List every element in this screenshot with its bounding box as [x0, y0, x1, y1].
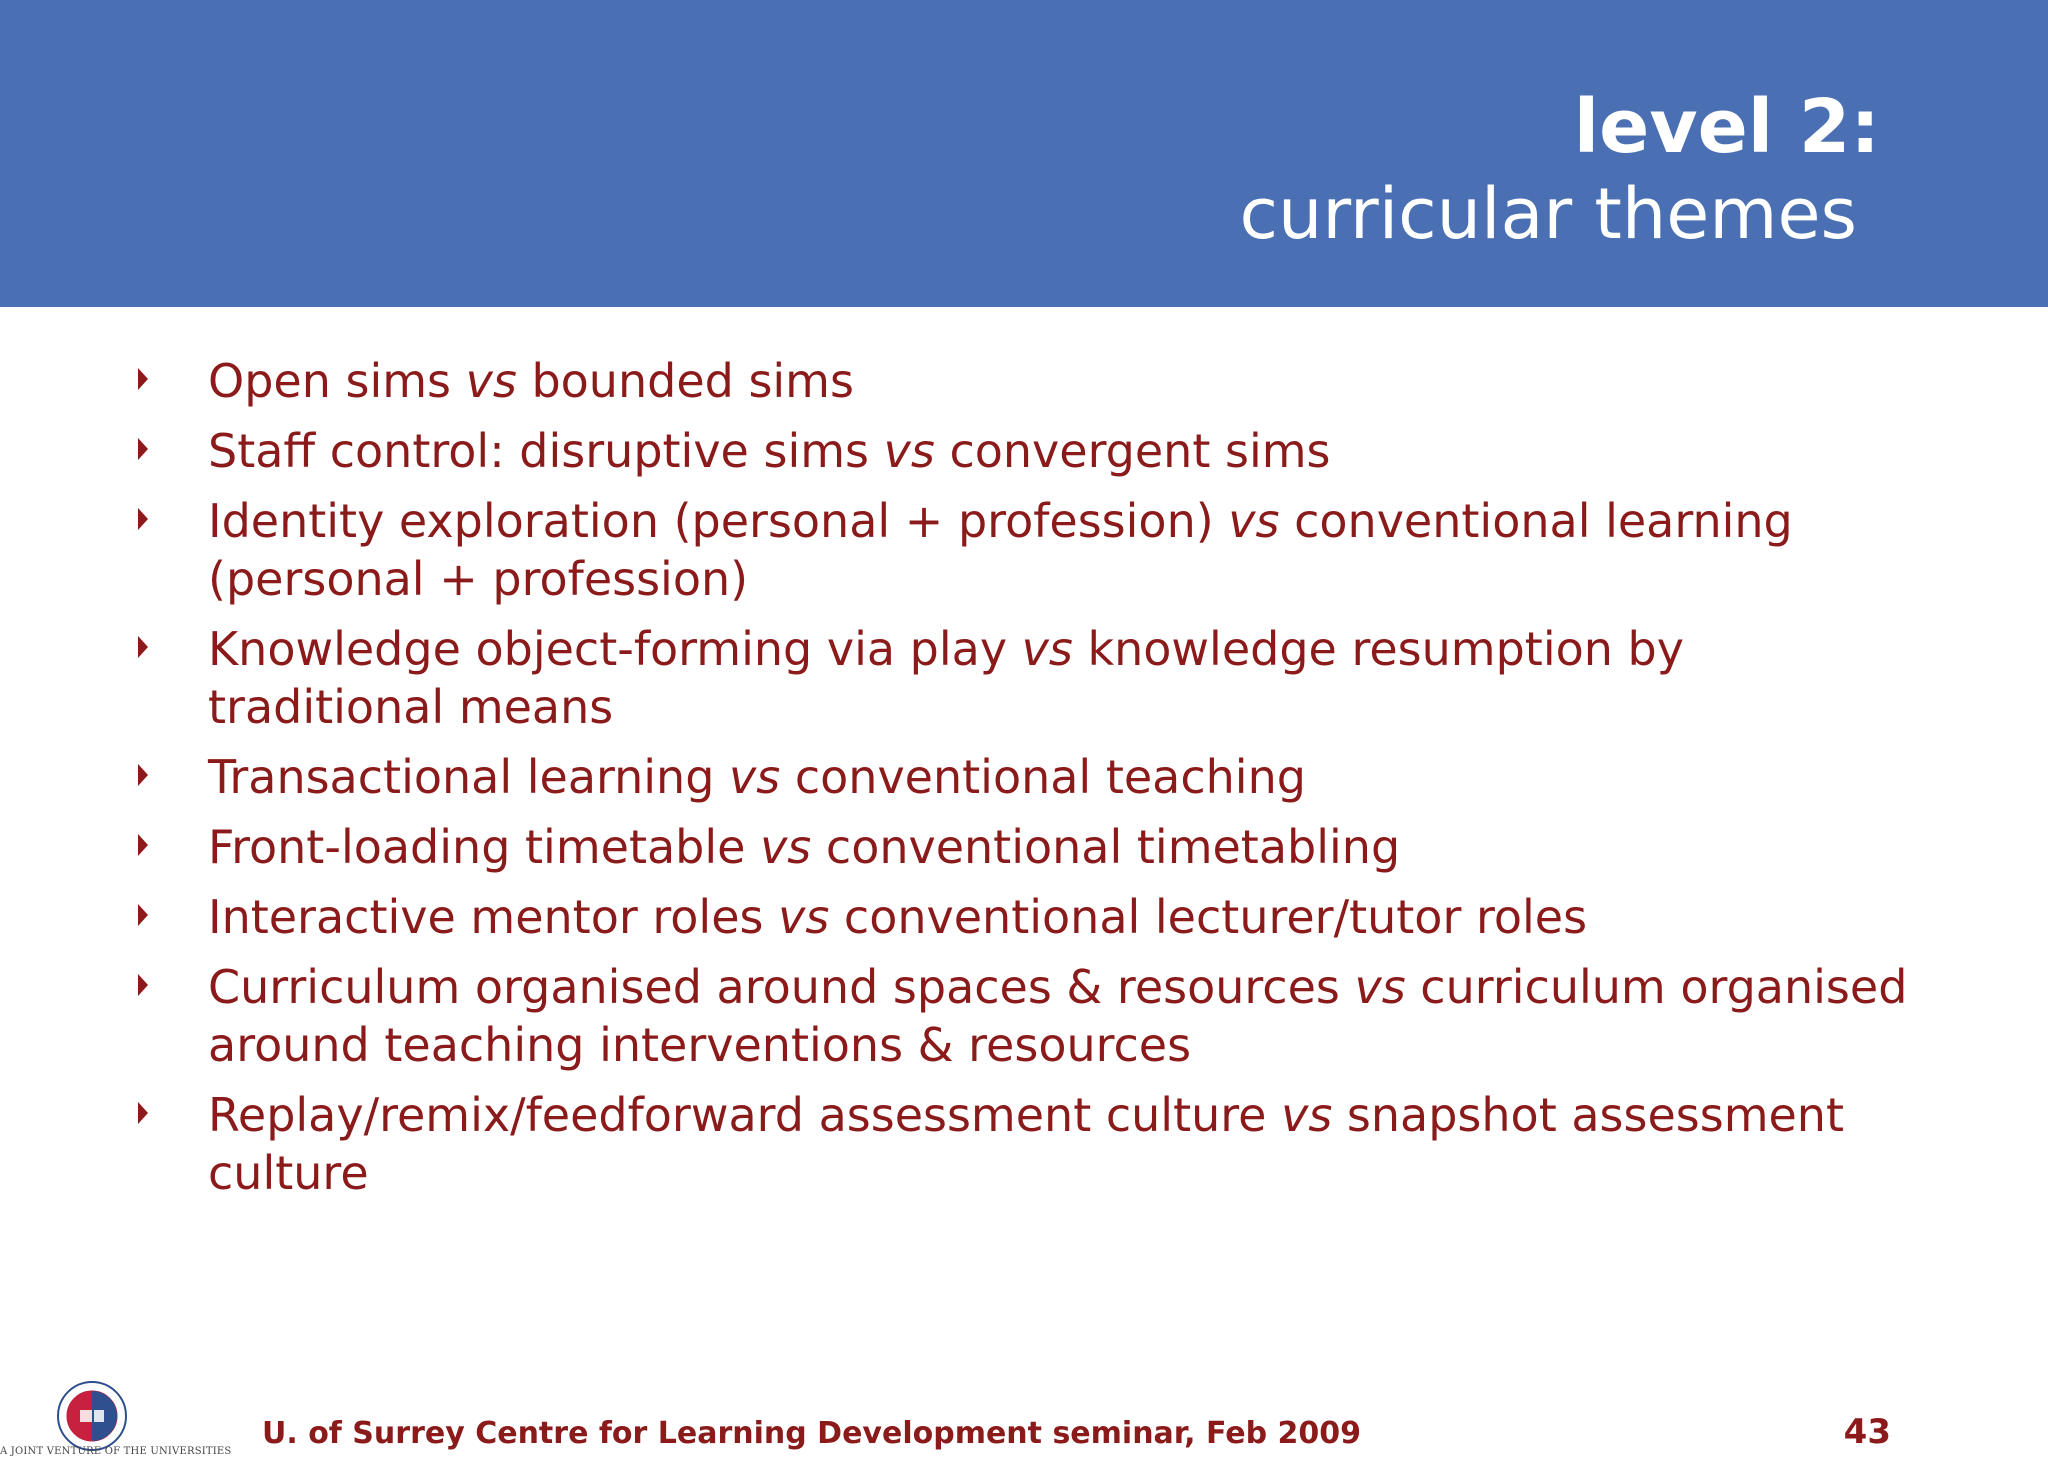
bullet-text-after: knowledge resumption by traditional means	[208, 622, 1684, 734]
bullet-item	[133, 888, 1933, 946]
bullet-text-before: Identity exploration (personal + profession)	[208, 494, 1229, 548]
triangle-bullet-icon	[138, 904, 148, 926]
bullet-text-before: Front-loading timetable	[208, 820, 761, 874]
triangle-bullet-icon	[138, 834, 148, 856]
bullet-vs: vs	[1354, 960, 1406, 1014]
triangle-bullet-icon	[138, 438, 148, 460]
bullet-item	[133, 748, 1933, 806]
bullet-vs: vs	[1021, 622, 1073, 676]
bullet-vs: vs	[729, 750, 781, 804]
bullet-vs: vs	[760, 820, 812, 874]
bullet-item	[133, 352, 1933, 410]
bullet-text-after: snapshot assessment culture	[208, 1088, 1845, 1200]
page-number: 43	[1843, 1412, 1891, 1452]
bullet-vs: vs	[465, 354, 517, 408]
triangle-bullet-icon	[138, 1102, 148, 1124]
bullet-vs: vs	[778, 890, 830, 944]
slide-subtitle: curricular themes	[1239, 173, 1857, 255]
seal-icon	[56, 1380, 128, 1452]
bullet-vs: vs	[883, 424, 935, 478]
title-banner	[0, 0, 2048, 307]
institution-logo	[0, 1372, 232, 1463]
bullet-text-after: curriculum organised around teaching interventions & resources	[208, 960, 1908, 1072]
bullet-item	[133, 492, 1933, 608]
triangle-bullet-icon	[138, 974, 148, 996]
slide-title: level 2:	[1573, 84, 1880, 170]
bullet-item	[133, 958, 1933, 1074]
bullet-text-after: conventional timetabling	[811, 820, 1401, 874]
footer-text: U. of Surrey Centre for Learning Development seminar, Feb 2009	[262, 1416, 1362, 1451]
triangle-bullet-icon	[138, 636, 148, 658]
bullet-vs: vs	[1281, 1088, 1333, 1142]
bullet-item	[133, 620, 1933, 736]
bullet-text-before: Curriculum organised around spaces & resources	[208, 960, 1355, 1014]
triangle-bullet-icon	[138, 368, 148, 390]
logo-caption: A JOINT VENTURE OF THE UNIVERSITIES	[0, 1446, 232, 1457]
bullet-item	[133, 1086, 1933, 1202]
bullet-text-after: conventional lecturer/tutor roles	[829, 890, 1588, 944]
bullet-text-before: Replay/remix/feedforward assessment culture	[208, 1088, 1282, 1142]
triangle-bullet-icon	[138, 508, 148, 530]
triangle-bullet-icon	[138, 764, 148, 786]
bullet-vs: vs	[1228, 494, 1280, 548]
bullet-list	[133, 352, 1933, 1214]
bullet-item	[133, 422, 1933, 480]
bullet-text-before: Staff control: disruptive sims	[208, 424, 884, 478]
bullet-item	[133, 818, 1933, 876]
bullet-text-after: bounded sims	[516, 354, 854, 408]
bullet-text-before: Transactional learning	[208, 750, 730, 804]
bullet-text-after: conventional teaching	[780, 750, 1306, 804]
bullet-text-before: Open sims	[208, 354, 466, 408]
bullet-text-after: conventional learning (personal + profession)	[208, 494, 1793, 606]
bullet-text-after: convergent sims	[934, 424, 1331, 478]
bullet-text-before: Interactive mentor roles	[208, 890, 779, 944]
bullet-text-before: Knowledge object-forming via play	[208, 622, 1022, 676]
